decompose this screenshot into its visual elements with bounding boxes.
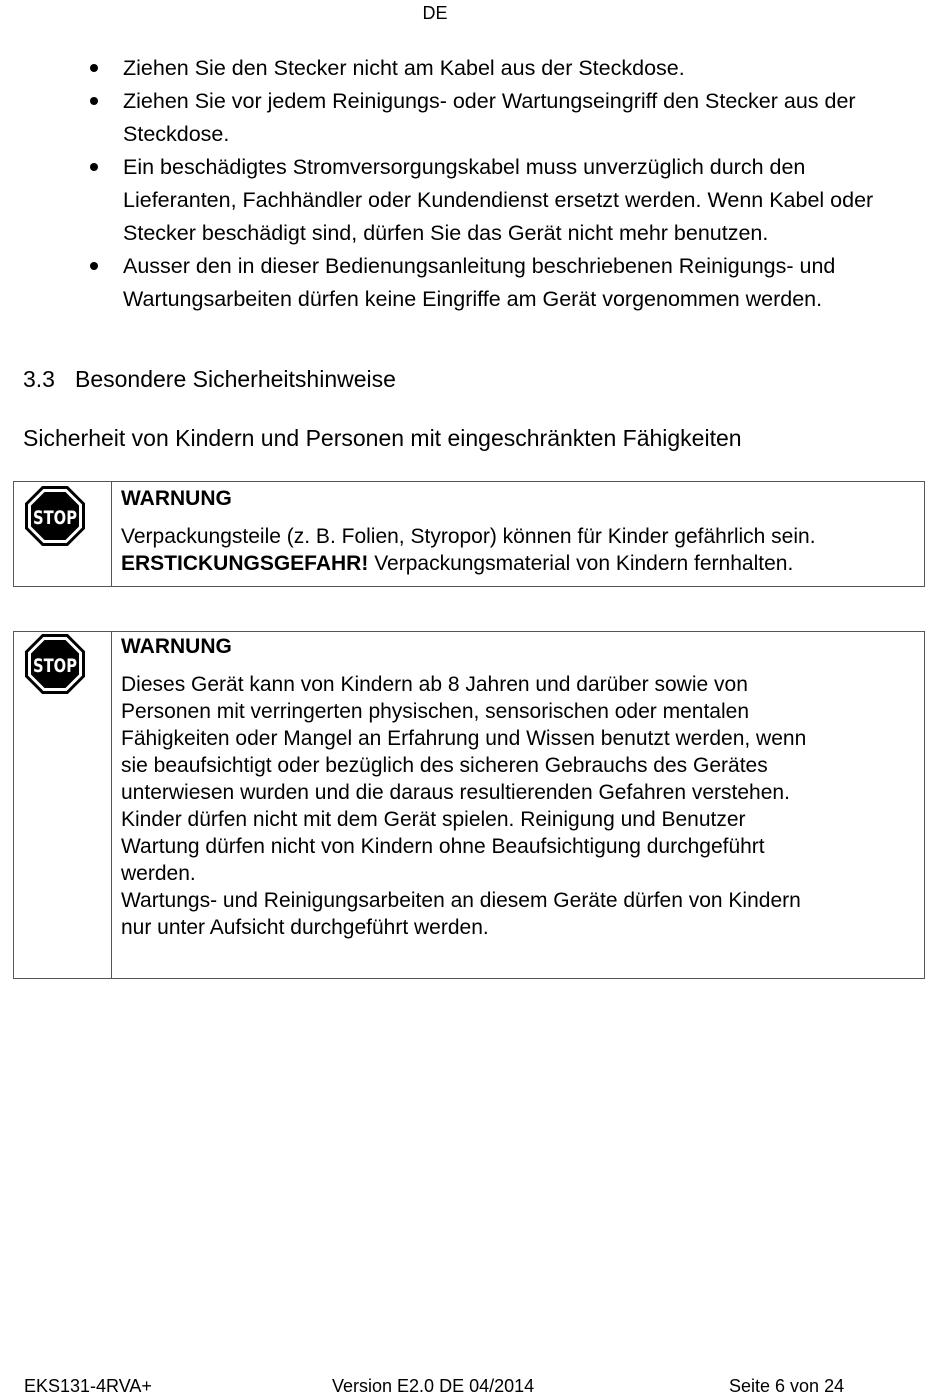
warning-line: unterwiesen wurden und die daraus resultierenden Gefahren verstehen. (121, 781, 790, 804)
warning-line (121, 550, 916, 577)
warning-line: nur unter Aufsicht durchgeführt werden. (121, 916, 489, 939)
stop-sign-icon (24, 485, 86, 547)
section-heading (23, 366, 396, 393)
sub-heading: Sicherheit von Kindern und Personen mit eingeschränkten Fähigkeiten (23, 425, 742, 451)
warning-line: Fähigkeiten oder Mangel an Erfahrung und Wissen benutzt werden, wenn (121, 727, 807, 750)
bullet-dot-icon (90, 163, 98, 171)
footer-page-number: Seite 6 von 24 (729, 1376, 845, 1396)
warning-line: Kinder dürfen nicht mit dem Gerät spielen. Reinigung und Benutzer (121, 808, 746, 831)
warning-line-rest: Verpackungsmaterial von Kindern fernhalten. (368, 552, 794, 575)
warning-text-cell (121, 633, 916, 941)
list-item-text: Ausser den in dieser Bedienungsanleitung beschriebenen Reinigungs- und Wartungsarbeiten dürfen keine Eingriffe am Gerät vorgenommen werden. (123, 254, 836, 311)
bullet-dot-icon (90, 64, 98, 72)
list-item (90, 151, 910, 250)
page-header-language: DE (422, 3, 448, 23)
warning-title: WARNUNG (121, 635, 232, 658)
safety-bullet-list (90, 52, 910, 316)
footer-version: Version E2.0 DE 04/2014 (332, 1376, 535, 1396)
section-title: Besondere Sicherheitshinweise (75, 366, 396, 392)
warning-box (13, 481, 925, 587)
list-item (90, 52, 910, 85)
warning-text-cell (121, 485, 916, 577)
stop-sign-icon (24, 633, 86, 695)
warning-body (121, 523, 916, 577)
warning-line: Dieses Gerät kann von Kindern ab 8 Jahren und darüber sowie von (121, 673, 748, 696)
warning-emphasis: ERSTICKUNGSGEFAHR! (121, 552, 369, 575)
warning-line: Verpackungsteile (z. B. Folien, Styropor) können für Kinder gefährlich sein. (121, 525, 816, 548)
warning-line: werden. (121, 862, 196, 885)
warning-icon-cell (14, 632, 112, 978)
warning-icon-cell (14, 482, 112, 586)
list-item-text: Ein beschädigtes Stromversorgungskabel muss unverzüglich durch den Lieferanten, Fachhändler oder Kundendienst ersetzt werden. Wenn Kabel oder Stecker beschädigt sind, dürfen Sie das Gerät nicht mehr benutzen. (123, 155, 874, 245)
section-number: 3.3 (23, 366, 55, 392)
svg-text:STOP: STOP (33, 507, 78, 529)
bullet-dot-icon (90, 262, 98, 270)
footer-model: EKS131-4RVA+ (24, 1376, 152, 1396)
bullet-dot-icon (90, 97, 98, 105)
warning-line: Personen mit verringerten physischen, sensorischen oder mentalen (121, 700, 750, 723)
warning-line: Wartungs- und Reinigungsarbeiten an diesem Geräte dürfen von Kindern (121, 889, 801, 912)
warning-box (13, 631, 925, 979)
list-item (90, 85, 910, 151)
list-item (90, 250, 910, 316)
list-item-text: Ziehen Sie vor jedem Reinigungs- oder Wartungseingriff den Stecker aus der Steckdose. (123, 89, 856, 146)
list-item-text: Ziehen Sie den Stecker nicht am Kabel aus der Steckdose. (123, 56, 685, 80)
warning-line: sie beaufsichtigt oder bezüglich des sicheren Gebrauchs des Gerätes (121, 754, 768, 777)
svg-text:STOP: STOP (33, 655, 78, 677)
warning-body (121, 671, 916, 941)
warning-line: Wartung dürfen nicht von Kindern ohne Beaufsichtigung durchgeführt (121, 835, 765, 858)
warning-title: WARNUNG (121, 487, 232, 510)
